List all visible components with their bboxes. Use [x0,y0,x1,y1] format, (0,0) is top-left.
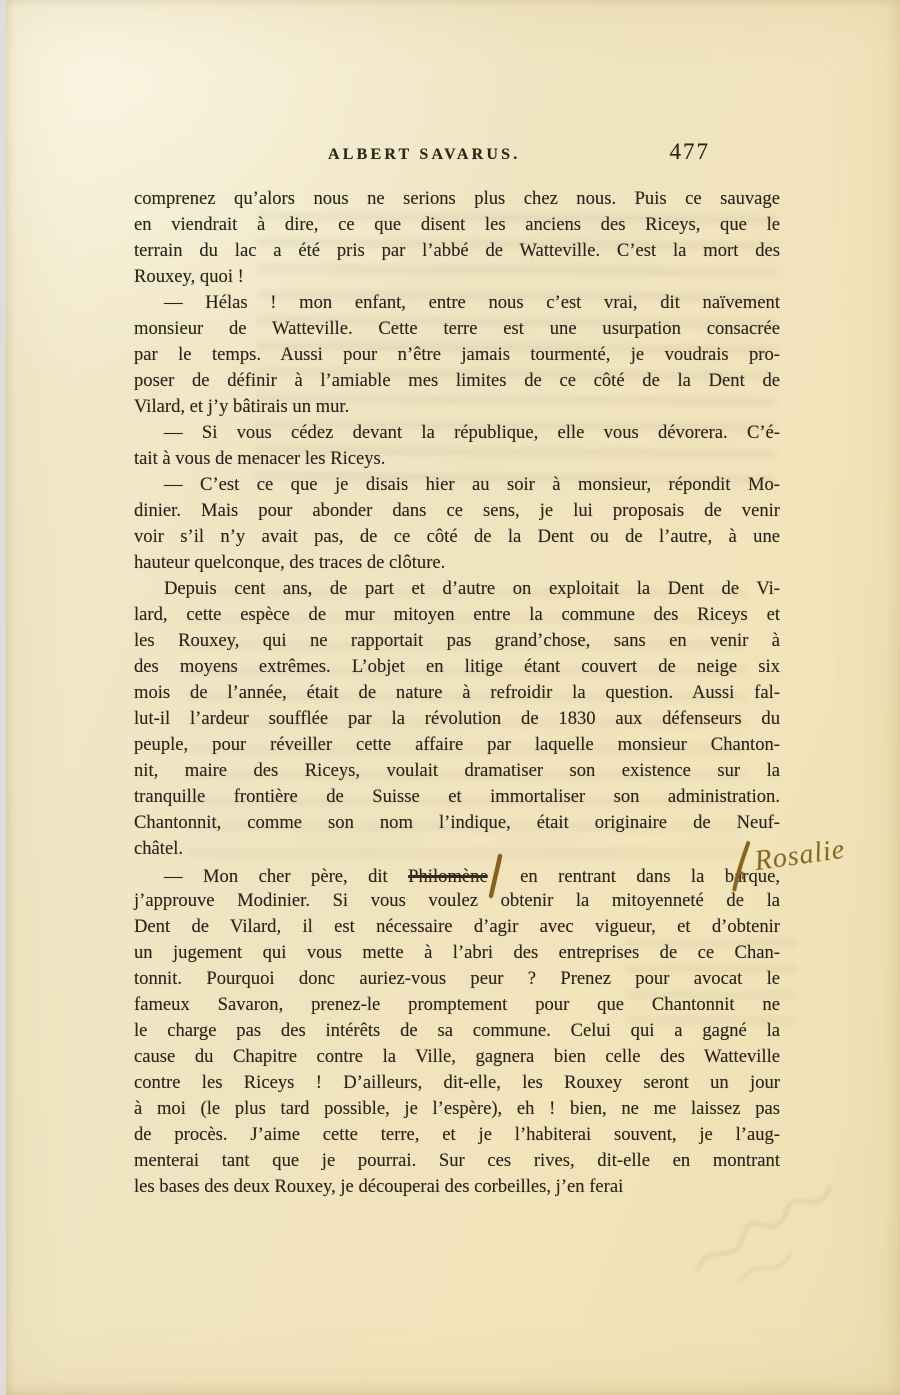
text-line: par le temps. Aussi pour n’être jamais tourmenté, je voudrais pro- [134,344,780,365]
text-line: les Rouxey, qui ne rapportait pas grand’chose, sans en venir à [134,630,780,651]
text-line: — Si vous cédez devant la république, elle vous dévorera. C’é- [164,422,780,443]
text-line: les bases des deux Rouxey, je découperai des corbeilles, j’en ferai [134,1176,624,1197]
text-line: châtel. [134,838,184,859]
scanned-book-page [6,0,900,1395]
text-line: fameux Savaron, prenez-le promptement pour que Chantonnit ne [134,994,780,1015]
text-line: cause du Chapitre contre la Ville, gagnera bien celle des Watteville [134,1046,780,1067]
text-line: Vilard, et j’y bâtirais un mur. [134,396,350,417]
text-line: menterai tant que je pourrai. Sur ces rives, dit-elle en montrant [134,1150,780,1171]
text-line: monsieur de Watteville. Cette terre est une usurpation consacrée [134,318,780,339]
text-segment: en rentrant dans la barque, [499,866,780,887]
text-line: le charge pas des intérêts de sa commune. Celui qui a gagné la [134,1020,780,1041]
text-line: contre les Riceys ! D’ailleurs, dit-elle, les Rouxey seront un jour [134,1072,780,1093]
text-line-with-correction [134,862,780,888]
text-line: Chantonnit, comme son nom l’indique, était originaire de Neuf- [134,812,780,833]
text-line: voir s’il n’y avait pas, de ce côté de la Dent ou de l’autre, à une [134,526,780,547]
text-line: tonnit. Pourquoi donc auriez-vous peur ? Prenez pour avocat le [134,968,780,989]
text-line: de procès. J’aime cette terre, et je l’habiterai souvent, je l’aug- [134,1124,780,1145]
body-text [134,186,780,1200]
text-line: poser de définir à l’amiable mes limites de ce côté de la Dent de [134,370,780,391]
text-line: en viendrait à dire, ce que disent les anciens des Riceys, que le [134,214,780,235]
text-segment: — Mon cher père, dit [164,866,409,887]
text-line: tait à vous de menacer les Riceys. [134,448,386,469]
page-number: 477 [669,139,710,164]
margin-note-word: Rosalie [752,833,848,878]
text-line: lut-il l’ardeur soufflée par la révolution de 1830 aux défenseurs du [134,708,780,729]
text-line: — Hélas ! mon enfant, entre nous c’est vrai, dit naïvement [164,292,780,313]
text-line: nit, maire des Riceys, voulait dramatiser son existence sur la [134,760,780,781]
running-title: ALBERT SAVARUS. [328,146,521,163]
text-line: mois de l’année, était de nature à refroidir la question. Aussi fal- [134,682,780,703]
text-line: à moi (le plus tard possible, je l’espère), eh ! bien, ne me laissez pas [134,1098,780,1119]
text-line: Dent de Vilard, il est nécessaire d’agir avec vigueur, et d’obtenir [134,916,780,937]
text-line: des moyens extrêmes. L’objet en litige étant couvert de neige six [134,656,780,677]
text-line: dinier. Mais pour abonder dans ce sens, je lui proposais de venir [134,500,780,521]
text-line: Rouxey, quoi ! [134,266,244,287]
struck-word: Philomène [408,866,488,887]
text-line: Depuis cent ans, de part et d’autre on exploitait la Dent de Vi- [164,578,780,599]
text-line: un jugement qui vous mette à l’abri des entreprises de ce Chan- [134,942,780,963]
text-line: tranquille frontière de Suisse et immortaliser son administration. [134,786,780,807]
text-line: comprenez qu’alors nous ne serions plus chez nous. Puis ce sauvage [134,188,780,209]
text-line: lard, cette espèce de mur mitoyen entre la commune des Riceys et [134,604,780,625]
insertion-caret-icon [488,862,500,886]
text-line: — C’est ce que je disais hier au soir à monsieur, répondit Mo- [164,474,780,495]
text-line: terrain du lac a été pris par l’abbé de Watteville. C’est la mort des [134,240,780,261]
text-line: peuple, pour réveiller cette affaire par laquelle monsieur Chanton- [134,734,780,755]
text-line: hauteur quelconque, des traces de clôture. [134,552,446,573]
text-line: j’approuve Modinier. Si vous voulez obtenir la mitoyenneté de la [134,890,780,911]
